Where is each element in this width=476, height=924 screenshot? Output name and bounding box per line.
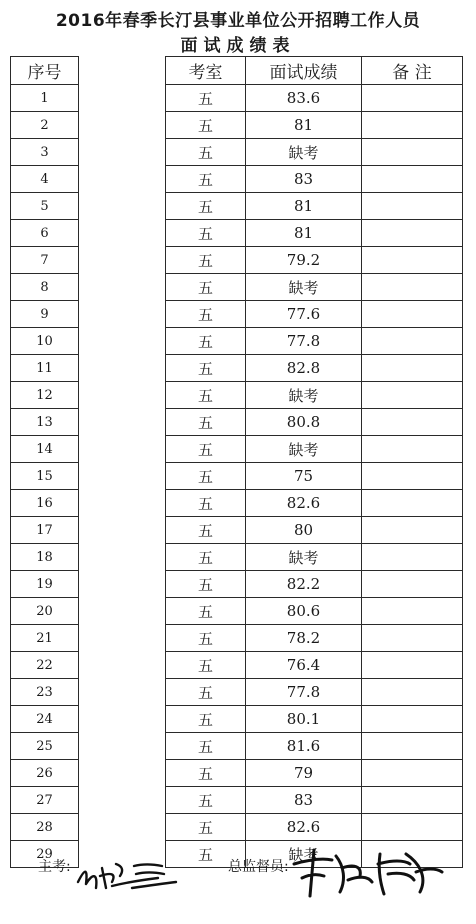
note-cell [362,220,463,247]
note-cell [362,355,463,382]
document-title: 2016年春季长汀县事业单位公开招聘工作人员 [55,11,421,31]
note-cell [362,760,463,787]
score-cell: 缺考 [246,139,362,166]
score-cell: 82.6 [246,490,362,517]
score-cell: 77.6 [246,301,362,328]
header-note: 备 注 [362,57,463,85]
note-cell [362,679,463,706]
note-cell [362,652,463,679]
seq-cell: 4 [11,166,79,193]
note-cell [362,112,463,139]
seq-cell: 7 [11,247,79,274]
note-cell [362,490,463,517]
seq-cell: 13 [11,409,79,436]
table-row [11,409,463,436]
blank-cell [79,274,166,301]
seq-cell: 19 [11,571,79,598]
room-cell: 五 [166,382,246,409]
room-cell: 五 [166,463,246,490]
blank-cell [79,787,166,814]
header-room: 考室 [166,57,246,85]
score-cell: 82.8 [246,355,362,382]
room-cell: 五 [166,112,246,139]
seq-cell: 18 [11,544,79,571]
score-cell: 79.2 [246,247,362,274]
seq-cell: 9 [11,301,79,328]
seq-cell: 6 [11,220,79,247]
blank-cell [79,166,166,193]
seq-cell: 28 [11,814,79,841]
score-cell: 缺考 [246,841,362,868]
table-row [11,706,463,733]
table-row [11,679,463,706]
score-cell: 81 [246,220,362,247]
blank-cell [79,247,166,274]
seq-cell: 14 [11,436,79,463]
seq-cell: 17 [11,517,79,544]
header-score: 面试成绩 [246,57,362,85]
seq-cell: 8 [11,274,79,301]
seq-cell: 15 [11,463,79,490]
blank-cell [79,463,166,490]
table-row [11,85,463,112]
blank-cell [79,220,166,247]
score-cell: 缺考 [246,382,362,409]
seq-cell: 23 [11,679,79,706]
header-blank [79,57,166,85]
blank-cell [79,490,166,517]
room-cell: 五 [166,436,246,463]
room-cell: 五 [166,247,246,274]
note-cell [362,814,463,841]
blank-cell [79,112,166,139]
blank-cell [79,598,166,625]
room-cell: 五 [166,166,246,193]
note-cell [362,247,463,274]
note-cell [362,571,463,598]
note-cell [362,463,463,490]
blank-cell [79,733,166,760]
table-row [11,517,463,544]
table-header-row [11,57,463,85]
seq-cell: 21 [11,625,79,652]
table-row [11,166,463,193]
score-cell: 76.4 [246,652,362,679]
score-cell: 82.6 [246,814,362,841]
note-cell [362,382,463,409]
table-row [11,193,463,220]
note-cell [362,166,463,193]
note-cell [362,706,463,733]
score-cell: 缺考 [246,274,362,301]
seq-cell: 22 [11,652,79,679]
score-cell: 75 [246,463,362,490]
table-body [11,85,463,868]
room-cell: 五 [166,85,246,112]
note-cell [362,787,463,814]
note-cell [362,733,463,760]
room-cell: 五 [166,760,246,787]
seq-cell: 16 [11,490,79,517]
room-cell: 五 [166,706,246,733]
note-cell [362,301,463,328]
blank-cell [79,814,166,841]
blank-cell [79,706,166,733]
note-cell [362,139,463,166]
score-cell: 83.6 [246,85,362,112]
blank-cell [79,85,166,112]
table-row [11,355,463,382]
supervisor-label: 总监督员: [228,859,289,875]
blank-cell [79,625,166,652]
table-row [11,139,463,166]
table-row [11,247,463,274]
score-cell: 83 [246,787,362,814]
table-row [11,652,463,679]
score-cell: 80.8 [246,409,362,436]
examiner-label: 主考: [38,859,71,875]
blank-cell [79,382,166,409]
score-cell: 77.8 [246,679,362,706]
table-row [11,274,463,301]
score-cell: 缺考 [246,544,362,571]
seq-cell: 20 [11,598,79,625]
room-cell: 五 [166,598,246,625]
note-cell [362,193,463,220]
score-cell: 81 [246,112,362,139]
blank-cell [79,193,166,220]
room-cell: 五 [166,625,246,652]
note-cell [362,544,463,571]
room-cell: 五 [166,679,246,706]
score-table [10,56,463,868]
table-row [11,490,463,517]
table-row [11,733,463,760]
room-cell: 五 [166,733,246,760]
supervisor-signature [288,846,448,900]
seq-cell: 27 [11,787,79,814]
blank-cell [79,679,166,706]
room-cell: 五 [166,328,246,355]
table-row [11,625,463,652]
blank-cell [79,328,166,355]
room-cell: 五 [166,787,246,814]
score-cell: 77.8 [246,328,362,355]
room-cell: 五 [166,139,246,166]
table-row [11,436,463,463]
score-cell: 83 [246,166,362,193]
table-row [11,112,463,139]
score-cell: 81 [246,193,362,220]
room-cell: 五 [166,517,246,544]
room-cell: 五 [166,274,246,301]
score-cell: 78.2 [246,625,362,652]
blank-cell [79,355,166,382]
blank-cell [79,409,166,436]
seq-cell: 10 [11,328,79,355]
room-cell: 五 [166,193,246,220]
note-cell [362,274,463,301]
score-cell: 82.2 [246,571,362,598]
blank-cell [79,571,166,598]
score-cell: 80.6 [246,598,362,625]
table-row [11,598,463,625]
room-cell: 五 [166,652,246,679]
table-row [11,571,463,598]
seq-cell: 29 [11,841,79,868]
note-cell [362,436,463,463]
room-cell: 五 [166,355,246,382]
room-cell: 五 [166,571,246,598]
examiner-signature [72,852,182,896]
blank-cell [79,139,166,166]
header-seq: 序号 [11,57,79,85]
document-subtitle: 面试成绩表 [180,36,296,56]
seq-cell: 2 [11,112,79,139]
score-cell: 81.6 [246,733,362,760]
note-cell [362,625,463,652]
score-cell: 80.1 [246,706,362,733]
seq-cell: 1 [11,85,79,112]
score-cell: 缺考 [246,436,362,463]
seq-cell: 12 [11,382,79,409]
table-row [11,787,463,814]
table-row [11,382,463,409]
note-cell [362,598,463,625]
room-cell: 五 [166,841,246,868]
room-cell: 五 [166,409,246,436]
blank-cell [79,760,166,787]
score-cell: 80 [246,517,362,544]
seq-cell: 26 [11,760,79,787]
blank-cell [79,652,166,679]
table-row [11,814,463,841]
note-cell [362,517,463,544]
seq-cell: 3 [11,139,79,166]
blank-cell [79,544,166,571]
seq-cell: 24 [11,706,79,733]
blank-cell [79,517,166,544]
blank-cell [79,301,166,328]
note-cell [362,409,463,436]
room-cell: 五 [166,814,246,841]
seq-cell: 5 [11,193,79,220]
blank-cell [79,436,166,463]
seq-cell: 11 [11,355,79,382]
note-cell [362,85,463,112]
table-row [11,760,463,787]
table-row [11,544,463,571]
room-cell: 五 [166,220,246,247]
table-row [11,301,463,328]
table-row [11,463,463,490]
table-row [11,220,463,247]
room-cell: 五 [166,490,246,517]
note-cell [362,328,463,355]
table-row [11,328,463,355]
score-cell: 79 [246,760,362,787]
seq-cell: 25 [11,733,79,760]
room-cell: 五 [166,544,246,571]
room-cell: 五 [166,301,246,328]
